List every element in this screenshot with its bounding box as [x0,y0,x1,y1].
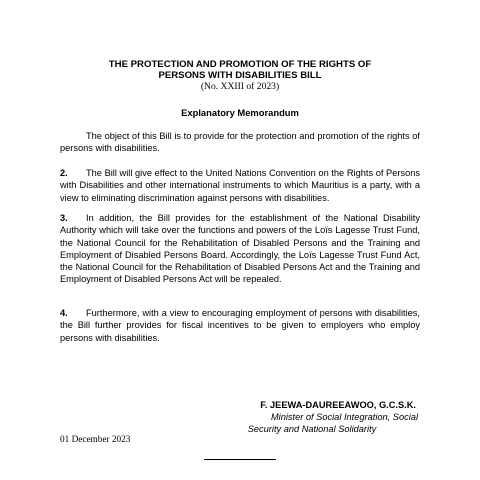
paragraph-number: 4. [60,308,68,318]
bill-number: (No. XXIII of 2023) [200,81,280,92]
bill-title-line-1: THE PROTECTION AND PROMOTION OF THE RIGHTS OF [108,59,372,70]
memorandum-heading: Explanatory Memorandum [181,107,299,118]
document-date: 01 December 2023 [60,435,131,445]
paragraph-number: 2. [60,168,68,178]
paragraph-number: 3. [60,213,68,223]
paragraph-text: The Bill will give effect to the United Nations Convention on the Rights of Persons with Disabilities and other international instruments to which Mauritius is a party, with a view to eliminating discrimination against persons with disabilities. [60,168,420,203]
paragraph-2 [60,167,420,204]
footer-divider [204,459,276,460]
bill-title-line-2: PERSONS WITH DISABILITIES BILL [158,70,322,81]
paragraph-1 [60,130,420,155]
signatory-title-line-1: Minister of Social Integration, Social [270,412,418,422]
signatory-title-line-2: Security and National Solidarity [247,424,377,434]
paragraph-3 [60,212,420,286]
signatory-name: F. JEEWA-DAUREEAWOO, G.C.S.K. [260,400,416,410]
paragraph-text: The object of this Bill is to provide for the protection and promotion of the rights of persons with disabilities. [60,131,420,154]
paragraph-text: In addition, the Bill provides for the establishment of the National Disability Authority which will take over the functions and powers of the Loïs Lagesse Trust Fund, the National Council for the Rehabilitation of Disabled Persons and the Training and Employment of Disabled Persons Board. Accordingly, the Loïs Lagesse Trust Fund Act, the National Council for the Rehabilitation of Disabled Persons Act and the Training and Employment of Disabled Persons Act will be repealed. [60,213,420,285]
paragraph-text: Furthermore, with a view to encouraging employment of persons with disabilities, the Bill further provides for fiscal incentives to be given to employers who employ persons with disabilities. [60,308,420,343]
paragraph-4 [60,307,420,344]
